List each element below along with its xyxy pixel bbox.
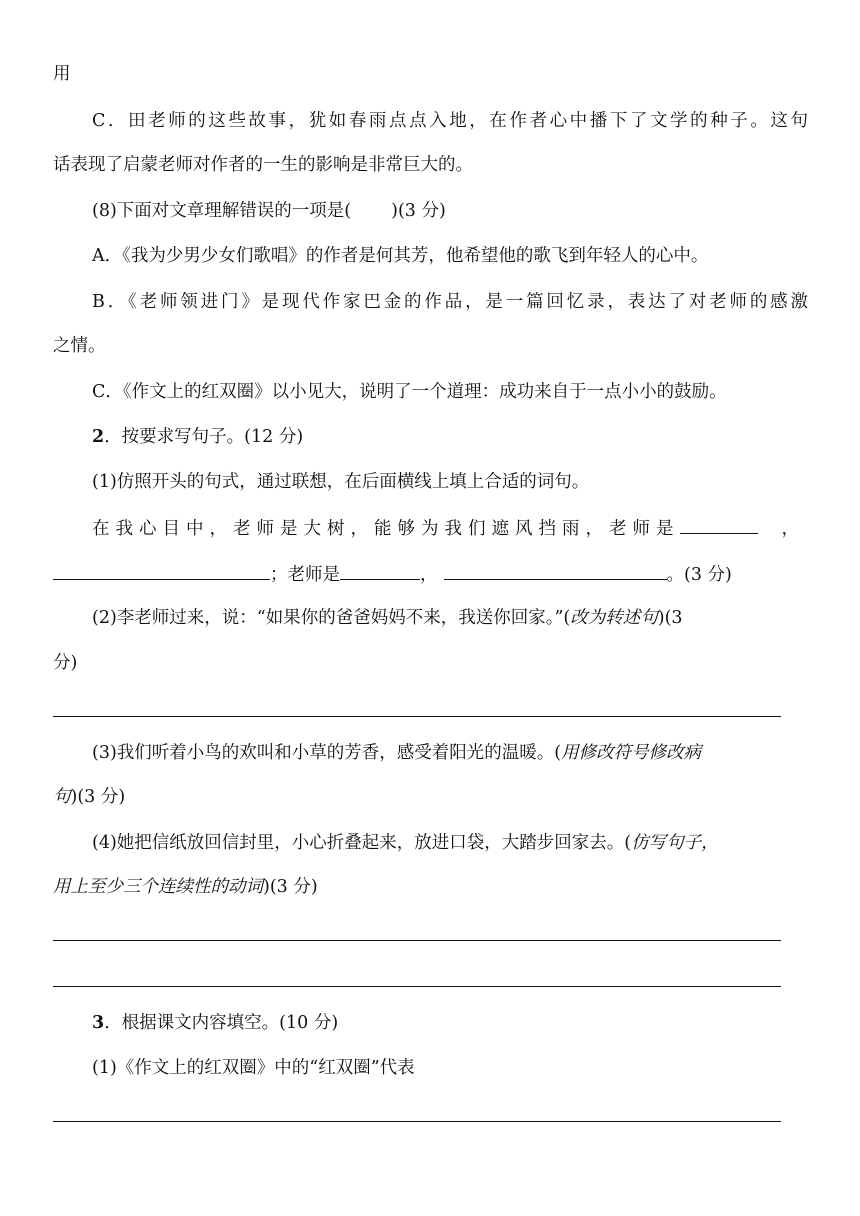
question-score: 。(3 分) [666,565,732,585]
instruction-text: 句 [53,787,71,807]
question-2-4-cont [53,875,808,899]
question-text: (4)她把信纸放回信封里，小心折叠起来，放进口袋，大踏步回家去。( [92,833,632,853]
answer-line[interactable] [53,986,781,987]
question-2-1 [92,470,808,494]
line-text: C．《作文上的红双圈》以小见大，说明了一个道理：成功来自于一点小小的鼓励。 [92,382,727,402]
fill-blank[interactable] [680,515,758,534]
section-title: ．按要求写句子。(12 分) [104,427,304,447]
answer-line[interactable] [53,940,781,941]
option-c2 [92,380,808,404]
instruction-text: 用修改符号修改病 [561,743,702,763]
question-text: (3)我们听着小鸟的欢叫和小草的芳香，感受着阳光的温暖。( [92,743,562,763]
comma: ， [420,565,438,585]
section-number: 3 [92,1013,105,1033]
line-text: C．田老师的这些故事，犹如春雨点点入地，在作者心中播下了文学的种子。这句 [92,111,808,131]
option-c-line2 [53,153,808,177]
section-3-heading [92,1011,808,1035]
question-score: )(3 分) [263,877,318,897]
question-3-1 [92,1056,808,1080]
instruction-text: 改为转述句 [570,608,658,628]
answer-line[interactable] [53,716,781,717]
option-b-line1 [92,290,808,314]
question-2-3 [92,741,808,765]
option-c-line1 [92,109,808,133]
question-2-2-cont [53,651,808,675]
fill-blank[interactable] [340,561,420,580]
line-text: (1)仿照开头的句式，通过联想，在后面横线上填上合适的词句。 [92,472,590,492]
section-number: 2 [92,427,105,447]
comma: ， [781,519,799,539]
question-8 [92,199,808,223]
question-score: )(3 分) [391,201,446,221]
answer-line[interactable] [53,1121,781,1122]
question-score: )(3 分) [70,787,126,807]
line-text: A．《我为少男少女们歌唱》的作者是何其芳，他希望他的歌飞到年轻人的心中。 [92,246,709,266]
line-text: (1)《作文上的红双圈》中的“红双圈”代表 [92,1058,415,1078]
text-line [53,62,808,86]
line-text: 用 [53,64,71,84]
line-text: B．《老师领进门》是现代作家巴金的作品，是一篇回忆录，表达了对老师的感激 [92,292,808,312]
instruction-text: 仿写句子， [631,833,719,853]
question-2-2 [92,606,808,630]
question-2-4 [92,831,808,855]
line-text: 之情。 [53,336,106,356]
line-text: ；老师是 [270,565,340,585]
fill-line-1 [92,515,808,541]
option-a [92,244,808,268]
question-score: )(3 [657,608,683,628]
fill-line-2 [53,561,808,587]
line-text: 话表现了启蒙老师对作者的一生的影响是非常巨大的。 [53,155,473,175]
fill-blank[interactable] [53,561,270,580]
section-2-heading [92,425,808,449]
section-title: ．根据课文内容填空。(10 分) [104,1013,339,1033]
line-text: 分) [53,653,78,673]
question-2-3-cont [53,785,808,809]
fill-blank[interactable] [444,561,667,580]
option-b-line2 [53,334,808,358]
line-text: 在我心目中，老师是大树，能够为我们遮风挡雨，老师是 [92,519,680,539]
instruction-text: 用上至少三个连续性的动词 [53,877,263,897]
question-text: (8)下面对文章理解错误的一项是( [92,201,352,221]
question-text: (2)李老师过来，说：“如果你的爸爸妈妈不来，我送你回家。”( [92,608,571,628]
